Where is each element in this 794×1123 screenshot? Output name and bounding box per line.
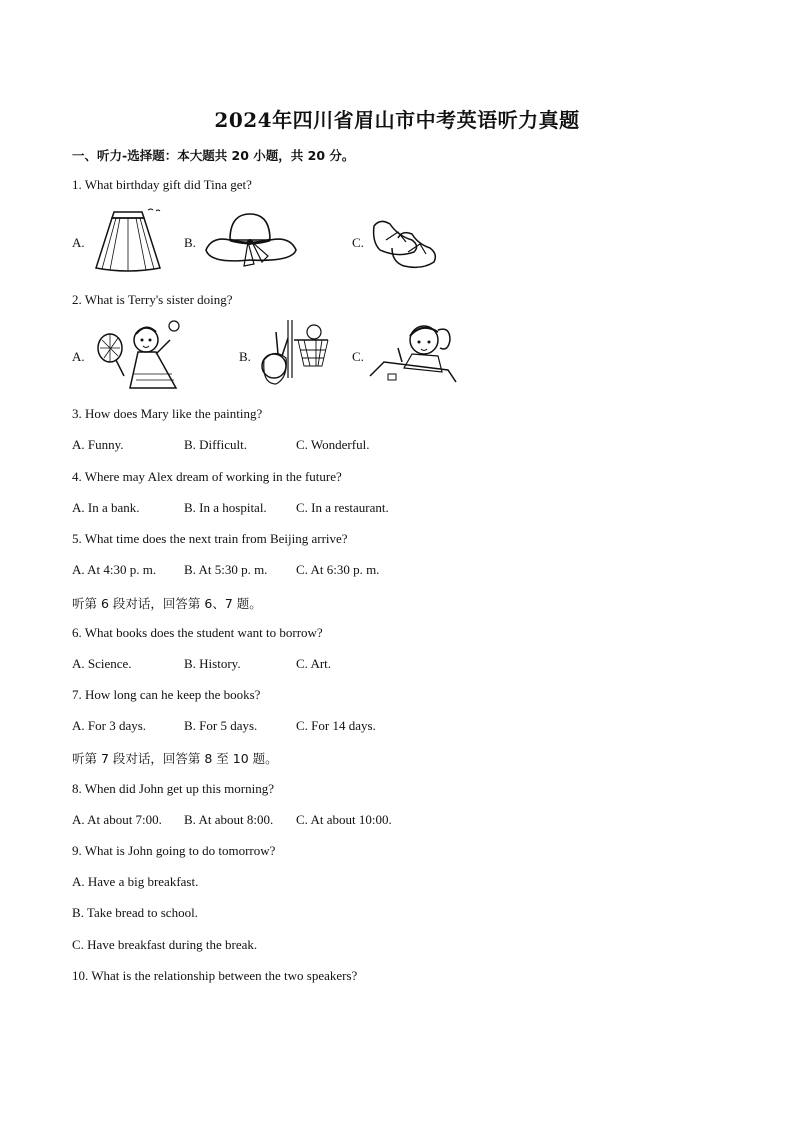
q2-option-c-label[interactable]: C. bbox=[352, 349, 364, 364]
q7-option-c[interactable]: C. For 14 days. bbox=[296, 718, 376, 733]
q4-option-c[interactable]: C. In a restaurant. bbox=[296, 500, 389, 515]
q7-option-b[interactable]: B. For 5 days. bbox=[184, 718, 258, 733]
q1-option-c-label[interactable]: C. bbox=[352, 235, 364, 250]
dialogue-6-instruction: 听第 6 段对话，回答第 6、7 题。 bbox=[72, 596, 262, 611]
shoes-icon bbox=[368, 212, 438, 270]
q2-option-b-label[interactable]: B. bbox=[239, 349, 251, 364]
q9-option-b[interactable]: B. Take bread to school. bbox=[72, 905, 198, 920]
q8-option-b[interactable]: B. At about 8:00. bbox=[184, 812, 274, 827]
q3-option-c[interactable]: C. Wonderful. bbox=[296, 437, 370, 452]
section-header: 一、听力-选择题：本大题共 20 小题，共 20 分。 bbox=[72, 148, 355, 163]
question-5-stem: 5. What time does the next train from Beijing arrive? bbox=[72, 531, 348, 546]
question-10-stem: 10. What is the relationship between the two speakers? bbox=[72, 968, 358, 983]
question-6-stem: 6. What books does the student want to borrow? bbox=[72, 625, 323, 640]
question-7-stem: 7. How long can he keep the books? bbox=[72, 687, 261, 702]
q2-option-a-label[interactable]: A. bbox=[72, 349, 85, 364]
basketball-girl-icon bbox=[258, 318, 334, 390]
dialogue-7-instruction: 听第 7 段对话，回答第 8 至 10 题。 bbox=[72, 751, 278, 766]
q6-option-b[interactable]: B. History. bbox=[184, 656, 241, 671]
q4-option-a[interactable]: A. In a bank. bbox=[72, 500, 140, 515]
q6-option-a[interactable]: A. Science. bbox=[72, 656, 132, 671]
q6-option-c[interactable]: C. Art. bbox=[296, 656, 332, 671]
page-title: 2024年四川省眉山市中考英语听力真题 bbox=[214, 108, 580, 132]
skirt-icon bbox=[92, 208, 164, 272]
q5-option-b[interactable]: B. At 5:30 p. m. bbox=[184, 562, 268, 577]
q9-option-c[interactable]: C. Have breakfast during the break. bbox=[72, 937, 258, 952]
q3-option-b[interactable]: B. Difficult. bbox=[184, 437, 247, 452]
q4-option-b[interactable]: B. In a hospital. bbox=[184, 500, 267, 515]
question-3-stem: 3. How does Mary like the painting? bbox=[72, 406, 263, 421]
q8-option-a[interactable]: A. At about 7:00. bbox=[72, 812, 162, 827]
question-8-stem: 8. When did John get up this morning? bbox=[72, 781, 274, 796]
hat-icon bbox=[202, 210, 298, 270]
question-4-stem: 4. Where may Alex dream of working in the future? bbox=[72, 469, 342, 484]
q9-option-a[interactable]: A. Have a big breakfast. bbox=[72, 874, 199, 889]
question-9-stem: 9. What is John going to do tomorrow? bbox=[72, 843, 276, 858]
q1-option-b-label[interactable]: B. bbox=[184, 235, 196, 250]
q1-option-a-label[interactable]: A. bbox=[72, 235, 85, 250]
question-1-stem: 1. What birthday gift did Tina get? bbox=[72, 177, 252, 192]
question-2-stem: 2. What is Terry's sister doing? bbox=[72, 292, 233, 307]
q3-option-a[interactable]: A. Funny. bbox=[72, 437, 124, 452]
q5-option-a[interactable]: A. At 4:30 p. m. bbox=[72, 562, 157, 577]
drawing-girl-icon bbox=[368, 318, 458, 388]
q8-option-c[interactable]: C. At about 10:00. bbox=[296, 812, 392, 827]
q5-option-c[interactable]: C. At 6:30 p. m. bbox=[296, 562, 380, 577]
tennis-girl-icon bbox=[94, 318, 186, 390]
q7-option-a[interactable]: A. For 3 days. bbox=[72, 718, 147, 733]
